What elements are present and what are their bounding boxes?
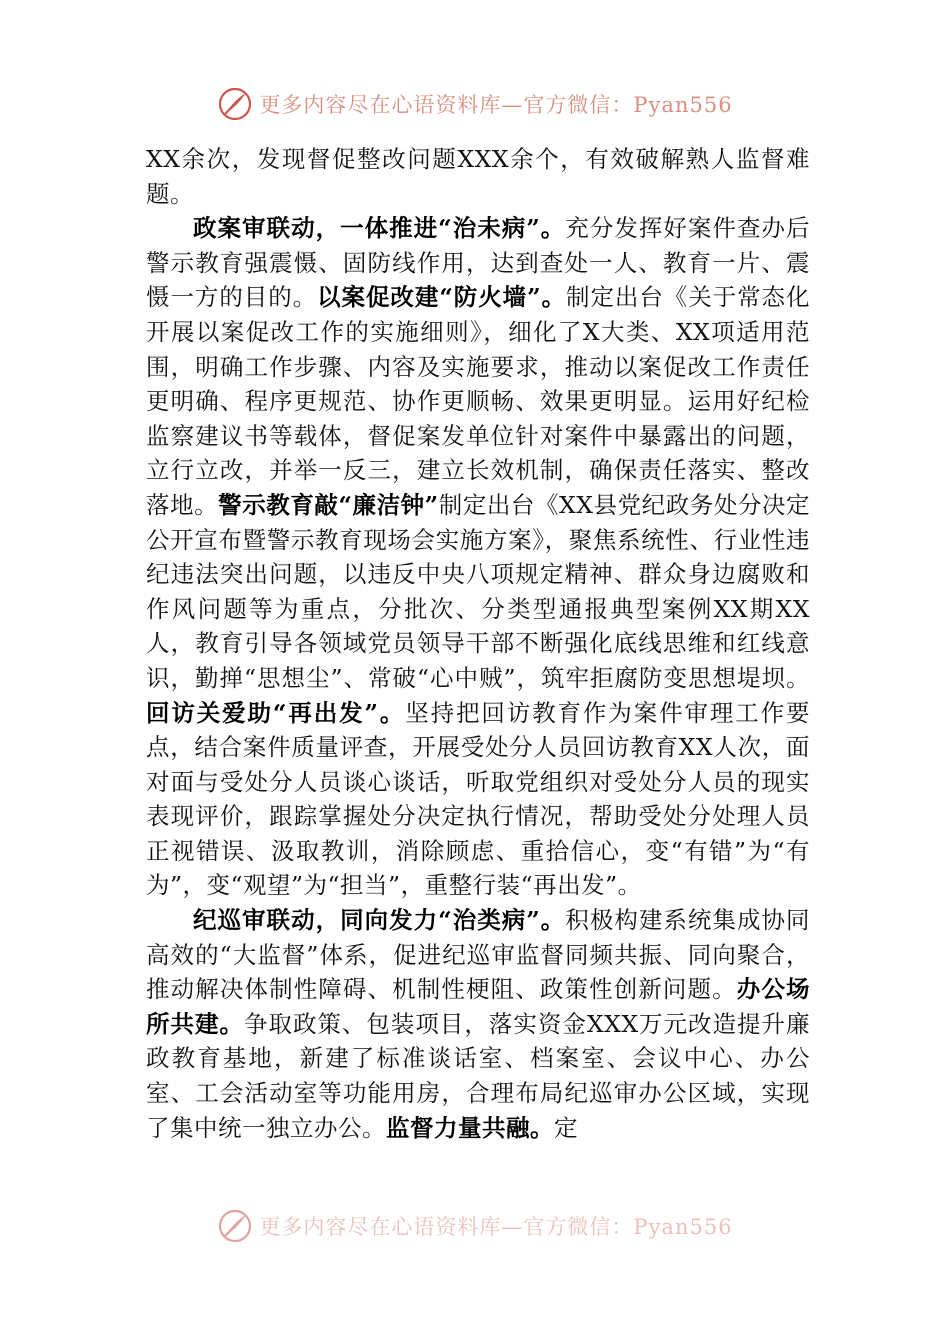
bold-heading-text: 回访关爱助“再出发”。 (146, 698, 406, 727)
body-text-span: 积极构建系统集成协同高效的“大监督”体系，促进纪巡审监督同频共振、同向聚合，推动解决体制性障碍、机制性梗阻、政策性创新问题。 (146, 906, 810, 1004)
watermark-text: 更多内容尽在心语资料库—官方微信：Pyan556 (259, 93, 733, 117)
body-text-span: 坚持把回访教育作为案件审理工作要点，结合案件质量评查，开展受处分人员回访教育XX人次，面对面与受处分人员谈心谈话，听取党组织对受处分人员的现实表现评价，跟踪掌握处分决定执行情况，帮助受处分处理人员正视错误、汲取教训，消除顾虑、重拾信心，变“有错”为“有为”，变“观望”为“担当”，重整行装“再出发”。 (146, 698, 810, 900)
paragraph (146, 142, 810, 211)
feather-quill-logo-icon (217, 86, 253, 122)
watermark-text: 更多内容尽在心语资料库—官方微信：Pyan556 (259, 1215, 733, 1239)
body-text-span: 充分发挥好案件查办后警示教育强震慑、固防线作用，达到查处一人、教育一片、震慑一方的目的。 (146, 214, 810, 312)
bold-heading-text: 以案促改建“防火墙”。 (317, 283, 567, 312)
body-text-span: XX余次，发现督促整改问题XXX余个，有效破解熟人监督难题。 (146, 145, 810, 208)
bold-heading-text: 办公场所共建。 (146, 975, 811, 1038)
watermark-header (0, 84, 950, 124)
document-body (146, 142, 810, 1145)
paragraph (146, 211, 810, 903)
bold-heading-text: 监督力量共融。 (386, 1113, 554, 1142)
body-text-span: 制定出台《XX县党纪政务处分决定公开宣布暨警示教育现场会实施方案》，聚焦系统性、行业性违纪违法突出问题，以违反中央八项规定精神、群众身边腐败和作风问题等为重点，分批次、分类型通报典型案例XX期XX人，教育引导各领域党员领导干部不断强化底线思维和红线意识，勤掸“思想尘”、常破“心中贼”，筑牢拒腐防变思想堤坝。 (146, 490, 810, 692)
feather-quill-logo-icon (217, 1208, 253, 1244)
watermark-footer (0, 1206, 950, 1246)
body-text-span: 制定出台《关于常态化开展以案促改工作的实施细则》，细化了X大类、XX项适用范围，明确工作步骤、内容及实施要求，推动以案促改工作责任更明确、程序更规范、协作更顺畅、效果更明显。运用好纪检监察建议书等载体，督促案发单位针对案件中暴露出的问题，立行立改，并举一反三，建立长效机制，确保责任落实、整改落地。 (146, 283, 810, 519)
body-text-span: 争取政策、包装项目，落实资金XXX万元改造提升廉政教育基地，新建了标准谈话室、档案室、会议中心、办公室、工会活动室等功能用房，合理布局纪巡审办公区域，实现了集中统一独立办公。 (146, 1009, 810, 1142)
bold-heading-text: 警示教育敲“廉洁钟” (218, 490, 439, 519)
paragraph (146, 903, 810, 1145)
bold-heading-text: 政案审联动，一体推进“治未病”。 (193, 214, 566, 243)
body-text-span: 定 (554, 1113, 578, 1142)
bold-heading-text: 纪巡审联动，同向发力“治类病”。 (193, 906, 566, 935)
